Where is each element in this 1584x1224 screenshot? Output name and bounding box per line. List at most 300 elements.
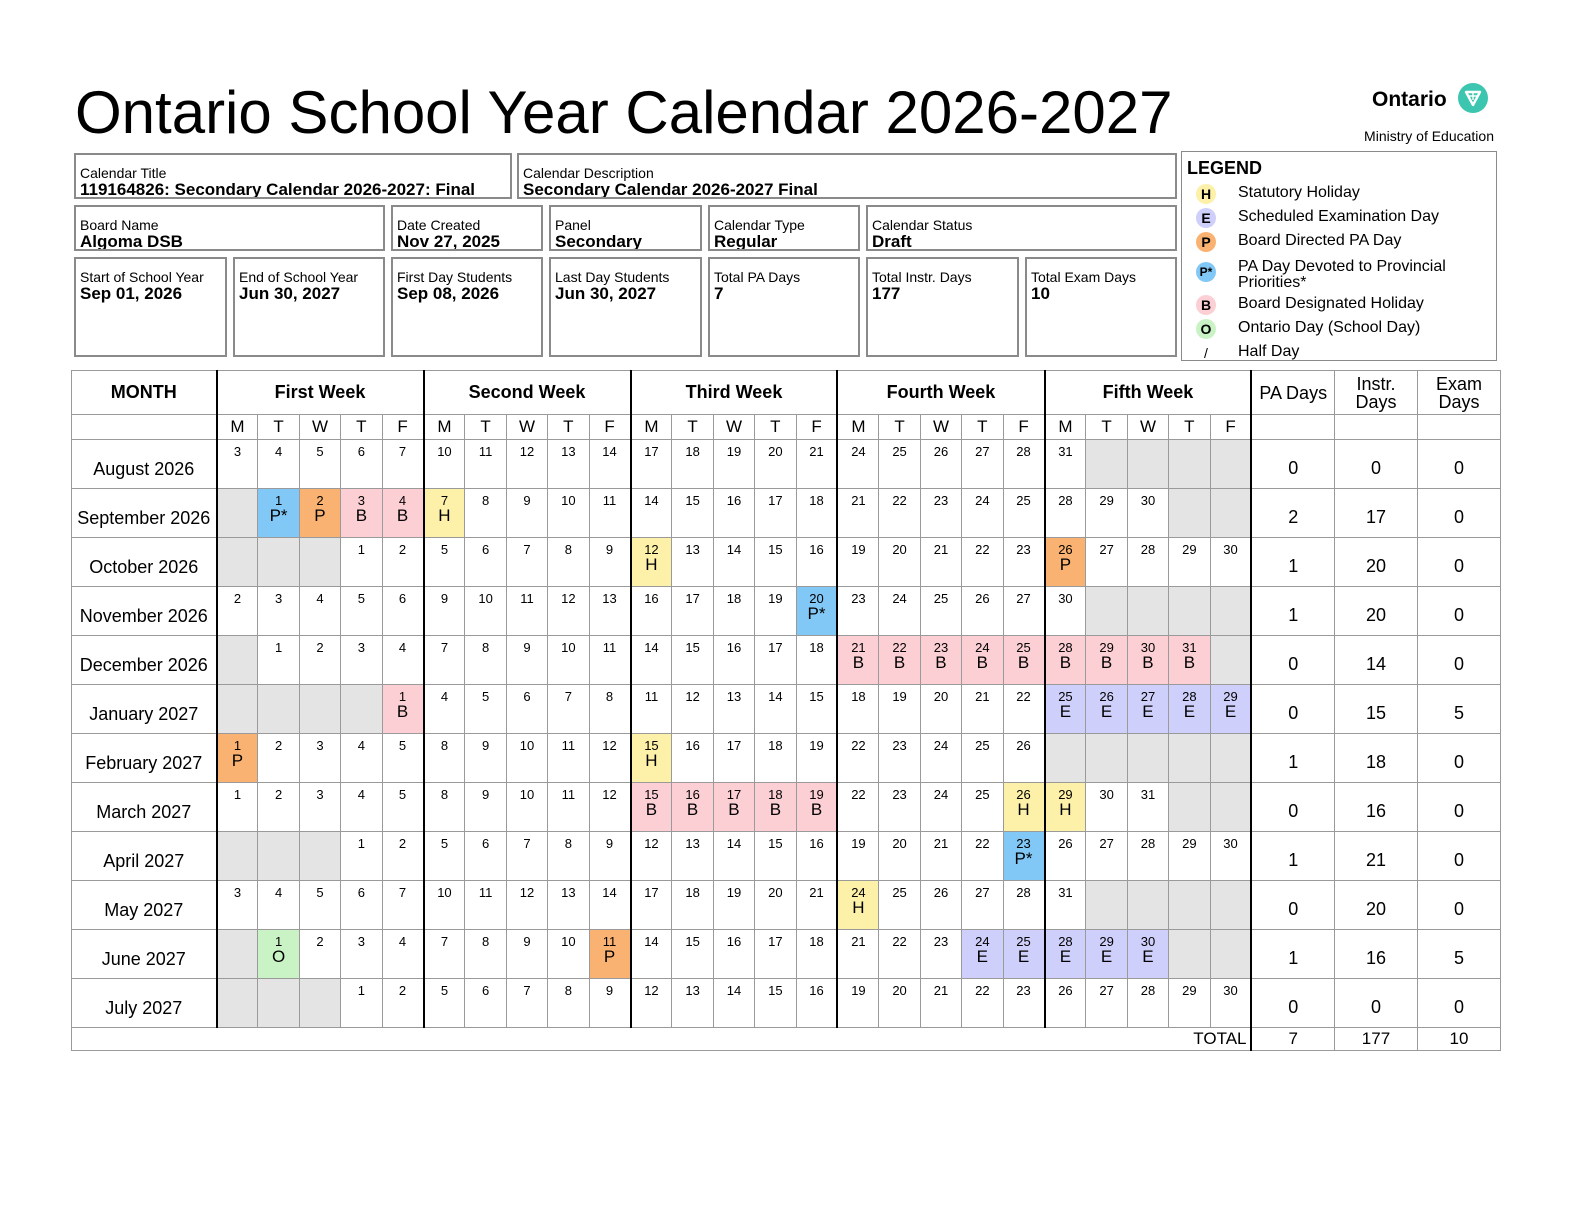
day-number: 19 (892, 689, 907, 704)
month-name: September 2026 (72, 489, 217, 538)
day-number: 15 (644, 738, 659, 753)
day-number: 3 (357, 493, 365, 508)
non-day-cell (1169, 930, 1210, 979)
calendar-title-label: Calendar Title (80, 165, 167, 181)
day-cell-provincial-pa-day (796, 587, 837, 636)
day-number: 10 (437, 444, 452, 459)
day-number: 21 (851, 493, 866, 508)
day-cell (1003, 734, 1044, 783)
day-code: B (769, 800, 782, 819)
day-code: B (852, 653, 865, 672)
day-code: E (1059, 947, 1072, 966)
day-code: E (1142, 947, 1154, 966)
day-cell (796, 881, 837, 930)
day-number: 19 (809, 787, 824, 802)
day-cell (713, 832, 754, 881)
day-number: 1 (233, 787, 242, 802)
day-code: E (1100, 947, 1113, 966)
day-number: 3 (316, 787, 324, 802)
day-code: B (935, 653, 947, 672)
day-number: 9 (523, 493, 531, 508)
non-day-cell (1127, 734, 1168, 783)
non-day-cell (1169, 440, 1210, 489)
day-cell (217, 587, 258, 636)
day-cell (382, 783, 423, 832)
day-number: 23 (933, 934, 949, 949)
day-cell (506, 636, 547, 685)
day-number: 21 (975, 689, 990, 704)
day-number: 25 (1016, 640, 1031, 655)
month-name: April 2027 (72, 832, 217, 881)
day-cell (1003, 489, 1044, 538)
total-exam-days-value: 10 (1031, 284, 1050, 303)
day-number: 11 (520, 591, 534, 606)
day-number: 31 (1058, 885, 1073, 900)
day-number: 14 (602, 444, 617, 459)
non-day-cell (341, 685, 382, 734)
day-number: 8 (440, 738, 449, 753)
legend (1181, 151, 1497, 361)
day-number: 16 (685, 738, 700, 753)
day-cell (1210, 979, 1251, 1028)
day-number: 21 (933, 983, 949, 998)
day-cell (1045, 489, 1086, 538)
weekday-letter: T (879, 415, 920, 440)
day-cell (920, 734, 961, 783)
day-number: 30 (1223, 542, 1238, 557)
day-code: E (1017, 947, 1030, 966)
day-number: 19 (851, 836, 866, 851)
day-cell-board-holiday (382, 685, 423, 734)
non-day-cell (1127, 440, 1168, 489)
day-cell (1003, 440, 1044, 489)
day-number: 14 (726, 542, 742, 557)
day-cell (465, 881, 506, 930)
end-of-school-year-value: Jun 30, 2027 (239, 284, 341, 303)
month-name: February 2027 (72, 734, 217, 783)
day-cell-exam-day (1086, 930, 1127, 979)
pa-days-value: 0 (1251, 881, 1334, 930)
day-cell (796, 685, 837, 734)
pa-days-value: 1 (1251, 832, 1334, 881)
board-name-value: Algoma DSB (80, 232, 183, 251)
exam-days-value: 5 (1417, 685, 1500, 734)
day-number: 25 (975, 787, 990, 802)
day-number: 12 (685, 689, 700, 704)
legend-item-board-holiday (1196, 295, 1496, 319)
day-cell (424, 440, 465, 489)
day-number: 30 (1140, 640, 1156, 655)
day-cell (631, 636, 672, 685)
day-number: 25 (892, 444, 907, 459)
day-number: 26 (1058, 836, 1073, 851)
day-number: 3 (316, 738, 324, 753)
day-number: 11 (561, 787, 576, 802)
total-exam-days-box (1025, 257, 1177, 357)
day-number: 30 (1223, 836, 1238, 851)
day-number: 21 (851, 934, 866, 949)
day-number: 7 (440, 934, 449, 949)
non-day-cell (1210, 881, 1251, 930)
day-cell (258, 783, 299, 832)
day-number: 24 (975, 493, 990, 508)
day-number: 8 (564, 983, 572, 998)
day-number: 29 (1099, 493, 1114, 508)
first-day-students-box (391, 257, 543, 357)
day-cell (1045, 440, 1086, 489)
day-number: 7 (440, 640, 449, 655)
day-cell (1045, 832, 1086, 881)
instr-days-value: 20 (1334, 538, 1417, 587)
day-cell (506, 538, 547, 587)
day-cell (341, 734, 382, 783)
day-number: 2 (398, 836, 407, 851)
day-cell (672, 979, 713, 1028)
exam-days-header: Exam Days (1417, 371, 1500, 415)
legend-label: Ontario Day (School Day) (1238, 319, 1421, 336)
day-cell (920, 538, 961, 587)
non-day-cell (1210, 636, 1251, 685)
day-number: 10 (561, 493, 576, 508)
non-day-cell (1169, 881, 1210, 930)
day-number: 7 (564, 689, 572, 704)
day-number: 14 (602, 885, 617, 900)
day-cell-provincial-pa-day (258, 489, 299, 538)
day-number: 10 (478, 591, 493, 606)
weekday-letter: F (589, 415, 630, 440)
day-cell (217, 881, 258, 930)
day-cell-statutory-holiday (631, 538, 672, 587)
day-cell (382, 734, 423, 783)
day-number: 18 (726, 591, 742, 606)
board-holiday-marker: B (1196, 295, 1216, 315)
day-number: 24 (851, 885, 866, 900)
day-cell (1045, 979, 1086, 1028)
day-cell (341, 930, 382, 979)
day-cell (879, 440, 920, 489)
day-number: 1 (398, 689, 407, 704)
non-day-cell (258, 685, 299, 734)
day-cell-exam-day (1169, 685, 1210, 734)
day-cell (713, 636, 754, 685)
day-number: 10 (561, 640, 576, 655)
day-cell (1169, 538, 1210, 587)
day-cell (506, 734, 547, 783)
day-code: E (1142, 702, 1154, 721)
day-cell (548, 881, 589, 930)
day-cell (713, 685, 754, 734)
day-cell (713, 440, 754, 489)
ministry-name: Ministry of Education (1364, 128, 1494, 144)
legend-label: Half Day (1238, 343, 1300, 360)
day-cell-statutory-holiday (837, 881, 878, 930)
day-number: 27 (1016, 591, 1031, 606)
day-number: 15 (644, 787, 659, 802)
day-number: 27 (1099, 836, 1114, 851)
day-cell (631, 440, 672, 489)
day-number: 5 (398, 787, 407, 802)
day-number: 1 (233, 738, 242, 753)
blank-header-cell (1334, 415, 1417, 440)
day-code: B (1142, 653, 1154, 672)
day-cell (424, 734, 465, 783)
legend-item-ontario-day (1196, 319, 1496, 343)
day-cell (258, 734, 299, 783)
day-cell (1086, 832, 1127, 881)
pa-days-value: 0 (1251, 636, 1334, 685)
day-cell (548, 538, 589, 587)
day-number: 5 (440, 542, 449, 557)
day-code: P (603, 947, 616, 966)
day-number: 28 (1140, 983, 1156, 998)
day-number: 2 (398, 542, 407, 557)
weekday-letter: M (631, 415, 672, 440)
day-number: 23 (1016, 542, 1031, 557)
day-number: 25 (933, 591, 949, 606)
day-cell (1210, 832, 1251, 881)
panel-value: Secondary (555, 232, 642, 251)
day-cell (962, 685, 1003, 734)
day-number: 26 (975, 591, 990, 606)
day-number: 1 (357, 983, 365, 998)
day-cell (920, 783, 961, 832)
non-day-cell (217, 930, 258, 979)
day-cell (920, 440, 961, 489)
day-cell (672, 881, 713, 930)
day-number: 19 (851, 542, 866, 557)
weekday-letter: M (424, 415, 465, 440)
month-row (72, 979, 1501, 1028)
day-cell (837, 832, 878, 881)
day-cell-pa-day (1045, 538, 1086, 587)
day-number: 26 (1099, 689, 1114, 704)
day-cell (755, 979, 796, 1028)
day-cell (631, 930, 672, 979)
day-number: 13 (602, 591, 617, 606)
non-day-cell (217, 538, 258, 587)
non-day-cell (1210, 930, 1251, 979)
day-number: 4 (316, 591, 324, 606)
brand-wordmark: Ontario (1372, 88, 1447, 111)
week-header: First Week (217, 371, 424, 415)
day-number: 30 (1099, 787, 1114, 802)
day-number: 25 (892, 885, 907, 900)
day-cell-board-holiday (341, 489, 382, 538)
day-cell-board-holiday (713, 783, 754, 832)
day-number: 25 (1058, 689, 1073, 704)
month-row (72, 832, 1501, 881)
day-number: 4 (274, 444, 283, 459)
day-cell-exam-day (1210, 685, 1251, 734)
day-number: 30 (1058, 591, 1073, 606)
non-day-cell (1169, 489, 1210, 538)
day-cell (589, 881, 630, 930)
month-row (72, 881, 1501, 930)
day-letter-row (72, 415, 1501, 440)
day-cell (755, 930, 796, 979)
day-number: 26 (1058, 542, 1073, 557)
weekday-letter: F (1003, 415, 1044, 440)
weekday-letter: T (548, 415, 589, 440)
day-cell (1086, 783, 1127, 832)
day-cell-board-holiday (879, 636, 920, 685)
day-number: 31 (1140, 787, 1156, 802)
day-number: 14 (726, 836, 742, 851)
day-cell (341, 587, 382, 636)
day-number: 20 (933, 689, 949, 704)
calendar-table (71, 370, 1501, 1051)
day-number: 7 (523, 983, 531, 998)
calendar-status-value: Draft (872, 232, 912, 251)
day-number: 9 (481, 787, 490, 802)
day-cell (879, 832, 920, 881)
day-number: 15 (768, 836, 783, 851)
half-day-marker: / (1204, 345, 1208, 361)
day-number: 5 (398, 738, 407, 753)
non-day-cell (258, 538, 299, 587)
day-cell (837, 685, 878, 734)
date-created-value: Nov 27, 2025 (397, 232, 501, 251)
day-number: 10 (519, 738, 535, 753)
day-code: B (396, 702, 409, 721)
day-number: 18 (809, 493, 824, 508)
day-number: 2 (316, 493, 324, 508)
day-cell (299, 783, 340, 832)
day-cell (920, 489, 961, 538)
day-code: B (1017, 653, 1030, 672)
day-cell (465, 734, 506, 783)
day-cell-board-holiday (1169, 636, 1210, 685)
day-code: P (314, 506, 326, 525)
legend-label: Board Designated Holiday (1238, 295, 1424, 312)
day-number: 24 (933, 738, 949, 753)
blank-header-cell (72, 415, 217, 440)
day-code: E (1100, 702, 1113, 721)
day-cell (962, 489, 1003, 538)
day-cell (1127, 489, 1168, 538)
day-number: 19 (768, 591, 783, 606)
day-cell (837, 440, 878, 489)
total-pa-days: 7 (1251, 1028, 1334, 1051)
board-name-box (74, 205, 385, 251)
day-cell (631, 832, 672, 881)
day-cell-board-holiday (796, 783, 837, 832)
day-cell (506, 881, 547, 930)
weekday-letter: W (299, 415, 340, 440)
day-cell (1169, 979, 1210, 1028)
day-cell (631, 587, 672, 636)
day-number: 5 (481, 689, 490, 704)
day-cell (258, 881, 299, 930)
month-row (72, 783, 1501, 832)
day-cell-board-holiday (631, 783, 672, 832)
day-cell (672, 587, 713, 636)
day-code: B (645, 800, 658, 819)
weekday-letter: W (920, 415, 961, 440)
day-number: 1 (274, 640, 283, 655)
day-cell (755, 881, 796, 930)
legend-label: Scheduled Examination Day (1238, 208, 1440, 225)
day-number: 14 (726, 983, 742, 998)
day-cell-statutory-holiday (1045, 783, 1086, 832)
day-number: 9 (523, 934, 531, 949)
total-instr-days-value: 177 (872, 284, 901, 303)
non-day-cell (1210, 440, 1251, 489)
day-number: 13 (685, 836, 700, 851)
exam-days-value: 0 (1417, 783, 1500, 832)
day-number: 16 (685, 787, 700, 802)
weekday-letter: W (1127, 415, 1168, 440)
instr-days-value: 15 (1334, 685, 1417, 734)
last-day-students-box (549, 257, 702, 357)
day-cell (341, 783, 382, 832)
day-number: 12 (519, 885, 535, 900)
legend-item-examination-day (1196, 208, 1496, 232)
month-name: November 2026 (72, 587, 217, 636)
day-cell (713, 881, 754, 930)
day-number: 13 (685, 983, 700, 998)
day-number: 12 (644, 983, 659, 998)
day-number: 6 (357, 444, 365, 459)
calendar-type-box (708, 205, 860, 251)
day-number: 28 (1140, 836, 1156, 851)
day-cell (837, 587, 878, 636)
day-number: 7 (523, 836, 531, 851)
day-number: 2 (316, 640, 324, 655)
calendar-description-value: Secondary Calendar 2026-2027 Final (523, 180, 818, 199)
day-cell (837, 538, 878, 587)
day-code: H (645, 555, 658, 574)
day-number: 6 (481, 983, 490, 998)
day-cell (341, 979, 382, 1028)
day-cell (796, 636, 837, 685)
day-number: 4 (274, 885, 283, 900)
day-code: B (1100, 653, 1113, 672)
day-code: B (1059, 653, 1072, 672)
day-number: 14 (644, 493, 659, 508)
day-number: 10 (519, 787, 535, 802)
day-number: 13 (561, 444, 576, 459)
calendar-status-label: Calendar Status (872, 217, 973, 233)
day-number: 3 (357, 640, 365, 655)
day-number: 20 (892, 542, 907, 557)
day-number: 29 (1099, 640, 1114, 655)
day-number: 31 (1058, 444, 1073, 459)
day-cell-board-holiday (1127, 636, 1168, 685)
month-row (72, 538, 1501, 587)
day-number: 19 (809, 738, 824, 753)
day-number: 4 (398, 934, 407, 949)
day-cell-board-holiday (755, 783, 796, 832)
instr-days-header: Instr. Days (1334, 371, 1417, 415)
day-cell (465, 440, 506, 489)
non-day-cell (1086, 440, 1127, 489)
day-cell (465, 538, 506, 587)
day-code: P (1059, 555, 1072, 574)
day-cell (465, 783, 506, 832)
instr-days-value: 21 (1334, 832, 1417, 881)
day-cell (382, 587, 423, 636)
day-cell (258, 636, 299, 685)
day-number: 4 (398, 493, 407, 508)
start-of-school-year-value: Sep 01, 2026 (80, 284, 183, 303)
instr-days-value: 20 (1334, 881, 1417, 930)
day-code: B (686, 800, 699, 819)
day-number: 5 (316, 885, 324, 900)
month-name: July 2027 (72, 979, 217, 1028)
day-cell (962, 587, 1003, 636)
last-day-students-label: Last Day Students (555, 269, 670, 285)
